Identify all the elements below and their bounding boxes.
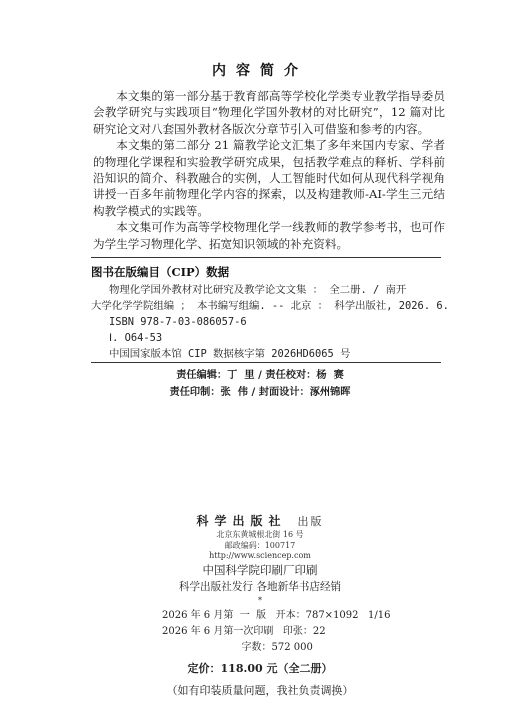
cip-line-record-number: 中国国家版本馆 CIP 数据核字第 2026HD6065 号 xyxy=(109,348,351,360)
cip-record xyxy=(91,282,449,362)
publisher-line xyxy=(0,510,520,529)
edition-specs xyxy=(162,608,391,656)
publisher-address: 北京东黄城根北街 16 号 xyxy=(216,530,304,539)
spec-printing: 2026 年 6 月第一次印刷 印张：22 xyxy=(162,626,326,637)
cip-line-publisher: 大学化学学院组编 ； 本书编写组编. -- 北京 ： 科学出版社, 2026. 6. xyxy=(91,300,449,312)
distribution-line: 科学出版社发行 各地新华书店经销 xyxy=(178,581,342,593)
printer-line: 中国科学院印刷厂印刷 xyxy=(202,563,318,577)
publisher-name: 科学出版社 xyxy=(196,514,287,528)
spec-edition: 2026 年 6 月第 一 版 开本：787×1092 1/16 xyxy=(162,610,391,621)
publisher-ban: 出版 xyxy=(297,515,324,528)
cip-line-title: 物理化学国外教材对比研究及教学论文文集 ： 全二册. / 南开 xyxy=(109,284,407,296)
cip-top-rule xyxy=(91,257,441,258)
spec-wordcount: 字数：572 000 xyxy=(162,642,313,653)
credits-editor-line: 责任编辑：丁 里 / 责任校对：杨 赛 xyxy=(176,369,344,381)
quality-notice: （如有印装质量问题，我社负责调换） xyxy=(166,684,354,697)
cip-line-classification: Ⅰ. O64-53 xyxy=(109,332,163,344)
intro-title: 内容简介 xyxy=(212,63,308,79)
price-line: 定价：118.00 元（全二册） xyxy=(187,662,333,675)
cip-line-isbn: ISBN 978-7-03-086057-6 xyxy=(109,316,247,328)
publisher-website: http://www.sciencep.com xyxy=(209,551,311,560)
intro-paragraph-1: 本文集的第一部分基于教育部高等学校化学类专业教学指导委员会教学研究与实践项目“物理化学国外教材的对比研究”，12 篇对比研究论文对八套国外教材各版次分章节引入可借鉴和参考的内容。 xyxy=(93,89,445,136)
cip-bottom-rule xyxy=(91,362,441,363)
publisher-postcode: 邮政编码：100717 xyxy=(224,541,296,550)
separator-star: * xyxy=(258,596,262,605)
intro-paragraph-3: 本文集可作为高等学校物理化学一线教师的教学参考书，也可作为学生学习物理化学、拓宽知识领域的补充资料。 xyxy=(93,220,445,251)
cip-heading: 图书在版编目（CIP）数据 xyxy=(91,265,230,279)
credits-print-line: 责任印制：张 伟 / 封面设计：涿州锦晖 xyxy=(169,386,351,398)
intro-section xyxy=(93,88,445,252)
intro-paragraph-2: 本文集的第二部分 21 篇教学论文汇集了多年来国内专家、学者的物理化学课程和实验教学研究成果，包括教学难点的释析、学科前沿知识的简介、科教融合的实例，人工智能时代如何从现代科学视角讲授一百多年前物理化学内容的探索，以及构建教师-AI-学生三元结构教学模式的实践等。 xyxy=(93,138,445,218)
